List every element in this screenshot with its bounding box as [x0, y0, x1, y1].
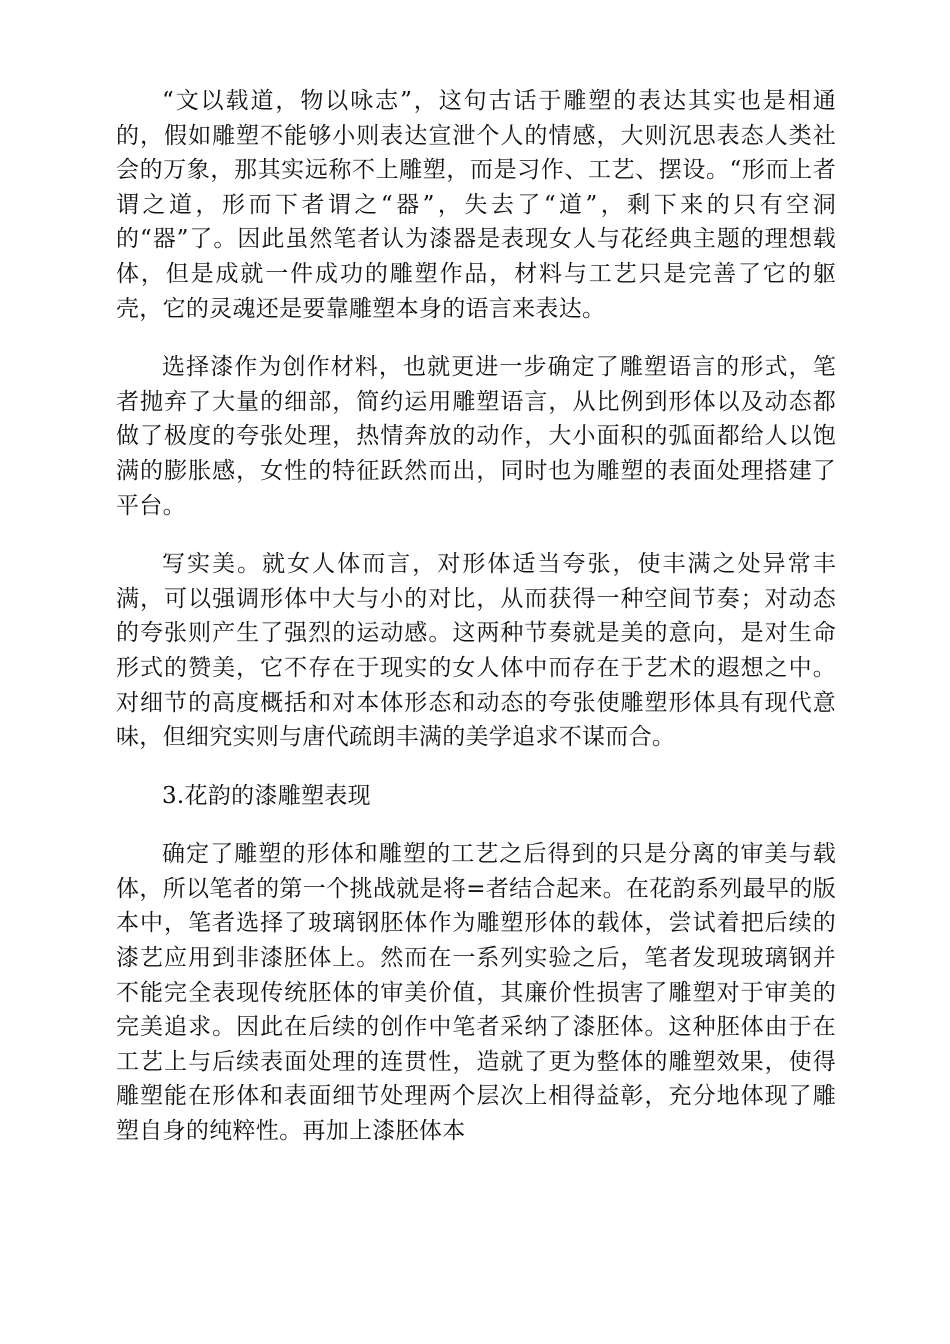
section-heading: 3.花韵的漆雕塑表现 — [162, 782, 371, 809]
body-paragraph: 写实美。就女人体而言，对形体适当夸张，使丰满之处异常丰满，可以强调形体中大与小的对比，从而获得一种空间节奏；对动态的夸张则产生了强烈的运动感。这两种节奏就是美的意向，是对生命形式的赞美，它不存在于现实的女人体中而存在于艺术的遐想之中。对细节的高度概括和对本体形态和动态的夸张使雕塑形体具有现代意味，但细究实则与唐代疏朗丰满的美学追求不谋而合。 — [116, 551, 836, 751]
body-paragraph: 确定了雕塑的形体和雕塑的工艺之后得到的只是分离的审美与载体，所以笔者的第一个挑战就是将=者结合起来。在花韵系列最早的版本中，笔者选择了玻璃钢胚体作为雕塑形体的载体，尝试着把后续的漆艺应用到非漆胚体上。然而在一系列实验之后，笔者发现玻璃钢并不能完全表现传统胚体的审美价值，其廉价性损害了雕塑对于审美的完美追求。因此在后续的创作中笔者采纳了漆胚体。这种胚体由于在工艺上与后续表面处理的连贯性，造就了更为整体的雕塑效果，使得雕塑能在形体和表面细节处理两个层次上相得益彰，充分地体现了雕塑自身的纯粹性。再加上漆胚体本 — [116, 841, 836, 1145]
body-paragraph: “文以载道，物以咏志”，这句古话于雕塑的表达其实也是相通的，假如雕塑不能够小则表达宣泄个人的情感，大则沉思表态人类社会的万象，那其实远称不上雕塑，而是习作、工艺、摆设。“形而上者谓之道，形而下者谓之“器”，失去了“道”，剩下来的只有空洞的“器”了。因此虽然笔者认为漆器是表现女人与花经典主题的理想载体，但是成就一件成功的雕塑作品，材料与工艺只是完善了它的躯壳，它的灵魂还是要靠雕塑本身的语言来表达。 — [116, 88, 836, 322]
body-paragraph: 选择漆作为创作材料，也就更进一步确定了雕塑语言的形式，笔者抛弃了大量的细部，简约运用雕塑语言，从比例到形体以及动态都做了极度的夸张处理，热情奔放的动作，大小面积的弧面都给人以饱满的膨胀感，女性的特征跃然而出，同时也为雕塑的表面处理搭建了平台。 — [116, 354, 836, 519]
document-body — [116, 84, 836, 1173]
